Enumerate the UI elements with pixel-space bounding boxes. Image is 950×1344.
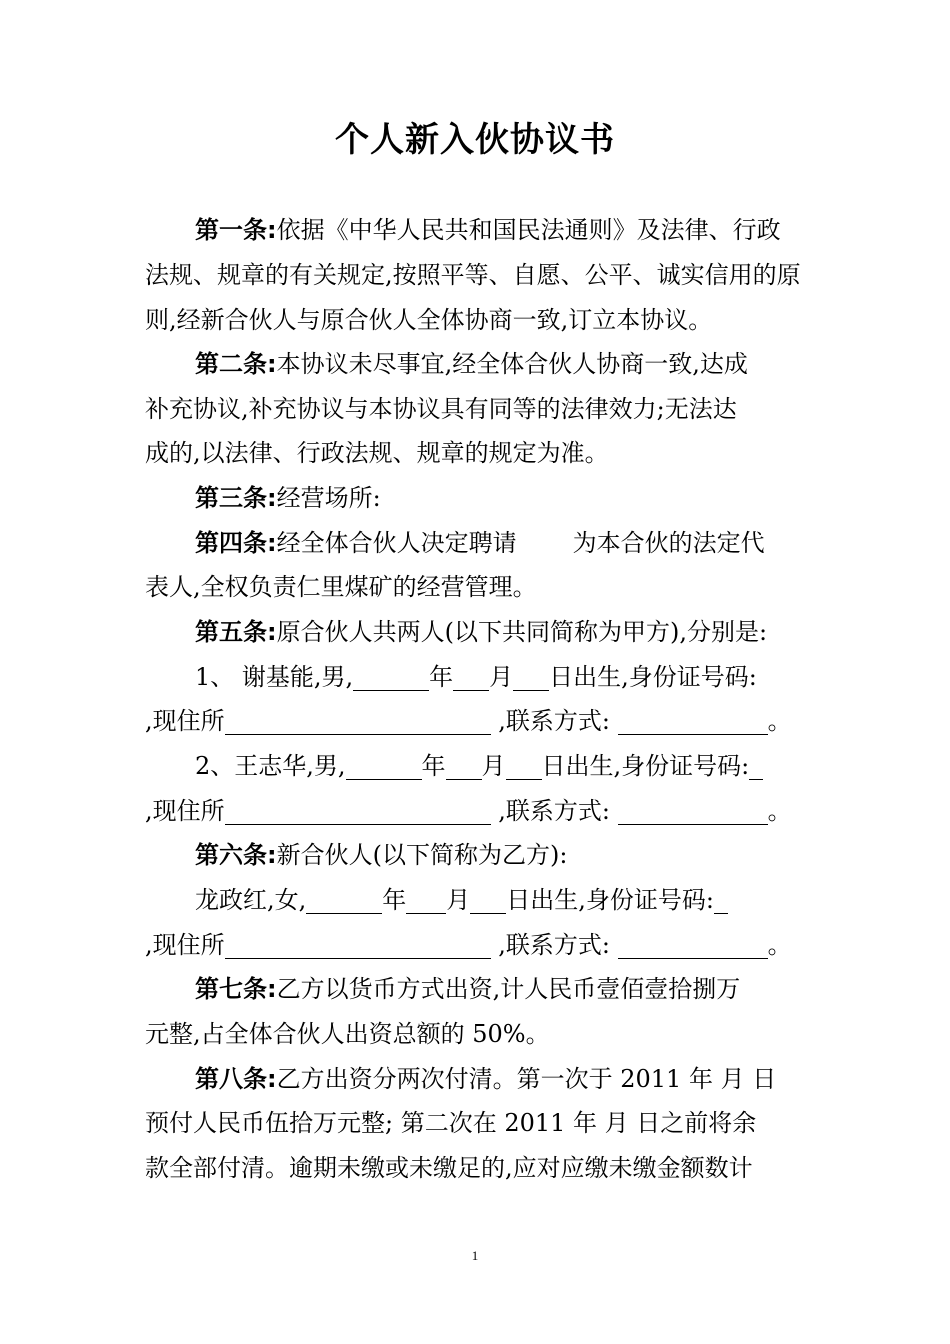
article-6-line-1: 第六条:新合伙人(以下简称为乙方): xyxy=(195,841,568,869)
contact-blank[interactable] xyxy=(618,930,768,959)
article-7-line-2: 元整,占全体合伙人出资总额的 50%。 xyxy=(145,1020,550,1048)
address-blank[interactable] xyxy=(225,706,491,735)
birth-day-blank[interactable] xyxy=(513,662,549,691)
partner-2-address-line: ,现住所 ,联系方式: 。 xyxy=(145,797,792,825)
new-partner-line: 龙政红,女, 年 月 日出生,身份证号码: xyxy=(195,877,810,923)
partner-2-line: 2、王志华,男, 年 月 日出生,身份证号码: xyxy=(195,743,810,789)
article-8-line-3: 款全部付清。逾期未缴或未缴足的,应对应缴未缴金额数计 xyxy=(145,1154,753,1182)
article-7-line-1: 第七条:乙方以货币方式出资,计人民币壹佰壹拾捌万 xyxy=(195,975,741,1003)
contact-blank[interactable] xyxy=(618,706,768,735)
article-8-line-1: 第八条:乙方出资分两次付清。第一次于 2011 年 月 日 xyxy=(195,1065,777,1093)
partner-1-line: 1、 谢基能,男, 年 月 日出生,身份证号码: xyxy=(195,663,757,691)
article-8-label: 第八条: xyxy=(195,1065,277,1093)
article-4-label: 第四条: xyxy=(195,529,277,557)
article-4-line-2: 表人,全权负责仁里煤矿的经营管理。 xyxy=(145,573,537,601)
article-2-line-1: 第二条:本协议未尽事宜,经全体合伙人协商一致,达成 xyxy=(195,350,748,378)
birth-day-blank[interactable] xyxy=(470,885,506,914)
article-1-label: 第一条: xyxy=(195,216,277,244)
birth-month-blank[interactable] xyxy=(406,885,446,914)
birth-month-blank[interactable] xyxy=(453,662,489,691)
new-partner-address-line: ,现住所 ,联系方式: 。 xyxy=(145,931,792,959)
article-5-line-1: 第五条:原合伙人共两人(以下共同简称为甲方),分别是: xyxy=(195,618,768,646)
article-4-line-1: 第四条:经全体合伙人决定聘请 为本合伙的法定代 xyxy=(195,529,765,557)
article-3-label: 第三条: xyxy=(195,484,277,512)
birth-day-blank[interactable] xyxy=(506,751,542,780)
id-number-blank[interactable] xyxy=(749,751,763,780)
birth-year-blank[interactable] xyxy=(306,885,382,914)
article-1-line-3: 则,经新合伙人与原合伙人全体协商一致,订立本协议。 xyxy=(145,306,713,334)
article-1-line-1: 第一条:依据《中华人民共和国民法通则》及法律、行政 xyxy=(195,216,781,244)
address-blank[interactable] xyxy=(225,796,491,825)
birth-year-blank[interactable] xyxy=(353,662,429,691)
id-number-blank[interactable] xyxy=(714,885,728,914)
article-2-line-2: 补充协议,补充协议与本协议具有同等的法律效力;无法达 xyxy=(145,395,737,423)
article-7-label: 第七条: xyxy=(195,975,277,1003)
page-number: 1 xyxy=(471,1248,479,1263)
birth-month-blank[interactable] xyxy=(446,751,482,780)
partner-1-address-line: ,现住所 ,联系方式: 。 xyxy=(145,707,792,735)
article-1-line-2: 法规、规章的有关规定,按照平等、自愿、公平、诚实信用的原 xyxy=(145,261,801,289)
article-6-label: 第六条: xyxy=(195,841,277,869)
address-blank[interactable] xyxy=(225,930,491,959)
article-3-line: 第三条:经营场所: xyxy=(195,484,381,512)
birth-year-blank[interactable] xyxy=(346,751,422,780)
article-8-line-2: 预付人民币伍拾万元整; 第二次在 2011 年 月 日之前将余 xyxy=(145,1109,757,1137)
document-title: 个人新入伙协议书 xyxy=(335,120,615,160)
article-5-label: 第五条: xyxy=(195,618,277,646)
contact-blank[interactable] xyxy=(618,796,768,825)
article-2-label: 第二条: xyxy=(195,350,277,378)
article-2-line-3: 成的,以法律、行政法规、规章的规定为准。 xyxy=(145,439,609,467)
